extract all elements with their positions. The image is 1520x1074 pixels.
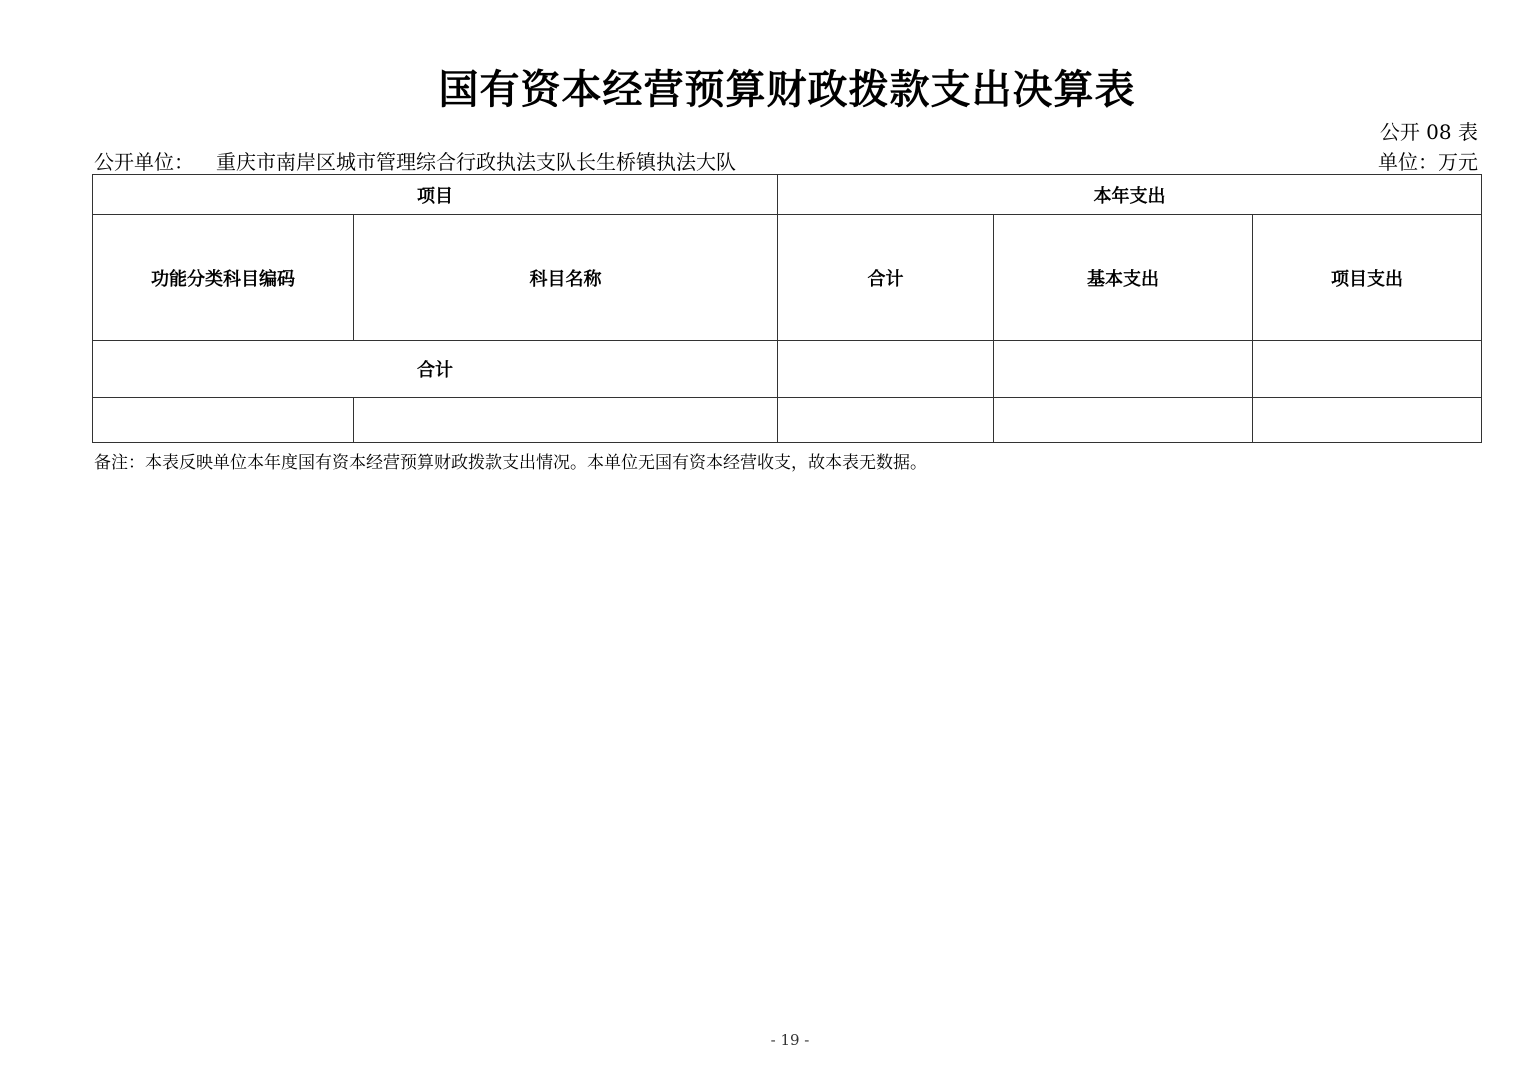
- total-row-project-expense: [1253, 341, 1482, 398]
- total-row-total: [778, 341, 994, 398]
- group-header-row: [93, 175, 1482, 215]
- code-column-header: 功能分类科目编码: [93, 215, 354, 341]
- basic-expense-column-header: 基本支出: [994, 215, 1253, 341]
- form-number: 公开 08 表: [1379, 120, 1478, 144]
- total-column-header: 合计: [778, 215, 994, 341]
- currency-unit: 单位：万元: [1378, 150, 1478, 174]
- project-expense-column-header: 项目支出: [1253, 215, 1482, 341]
- row-code-cell: [93, 398, 354, 443]
- subject-name-column-header: 科目名称: [354, 215, 778, 341]
- row-project-expense-cell: [1253, 398, 1482, 443]
- row-total-cell: [778, 398, 994, 443]
- total-row-basic-expense: [994, 341, 1253, 398]
- column-header-row: [93, 215, 1482, 341]
- current-year-expense-header: 本年支出: [778, 175, 1482, 215]
- total-row-label: 合计: [93, 341, 778, 398]
- total-row: [93, 341, 1482, 398]
- project-group-header: 项目: [93, 175, 778, 215]
- row-basic-expense-cell: [994, 398, 1253, 443]
- page-number: - 19 -: [770, 1031, 810, 1049]
- reporting-unit-name: 重庆市南岸区城市管理综合行政执法支队长生桥镇执法大队: [216, 150, 736, 174]
- row-subject-name-cell: [354, 398, 778, 443]
- table-row: [93, 398, 1482, 443]
- reporting-unit: [94, 146, 736, 175]
- page-title: 国有资本经营预算财政拨款支出决算表: [438, 66, 1136, 113]
- table-note: 备注：本表反映单位本年度国有资本经营预算财政拨款支出情况。本单位无国有资本经营收支，故本表无数据。: [94, 453, 927, 473]
- budget-table: [92, 174, 1482, 443]
- reporting-unit-label: 公开单位：: [94, 150, 194, 174]
